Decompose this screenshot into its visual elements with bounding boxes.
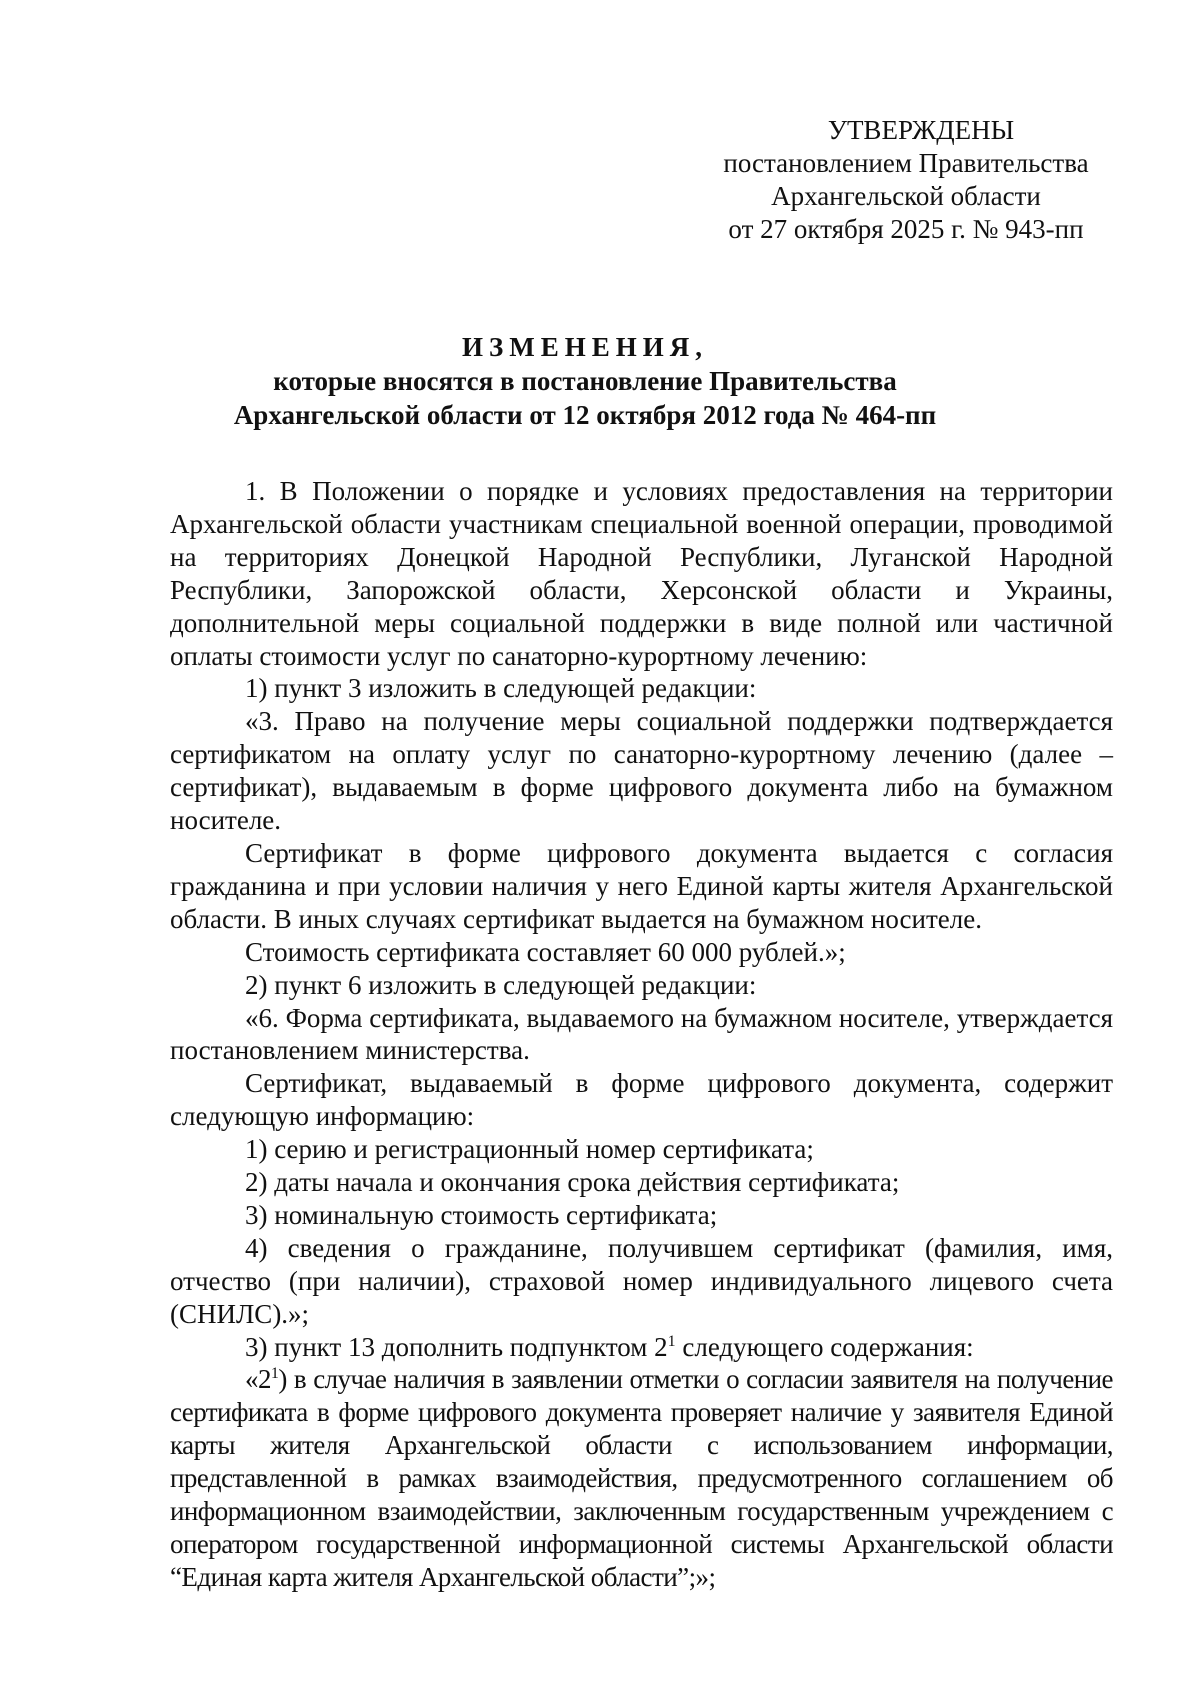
paragraph-13-text-a: 3) пункт 13 дополнить подпунктом 2 [245, 1331, 668, 1362]
approval-line-1: постановлением Правительства [723, 148, 1089, 178]
approval-line-2: Архангельской области [771, 181, 1041, 211]
paragraph-4: Сертификат в форме цифрового документа выдается с согласия гражданина и при условии наличия у него Единой карты жителя Архангельской области. В иных случаях сертификат выдается на бумажном носителе. [170, 837, 1113, 934]
paragraph-14-text-b: ) в случае наличия в заявлении отметки о согласии заявителя на получение сертификата в форме цифрового документа проверяет наличие у заявителя Единой карты жителя Архангельской области с использованием информации, представленной в рамках взаимодействия, предусмотренного соглашением об информационном взаимодействии, заключенным государственным учреждением с оператором государственной информационной системы Архангельской области “Единая карта жителя Архангельской области”;»; [170, 1364, 1113, 1592]
heading-title: ИЗМЕНЕНИЯ, [461, 332, 708, 362]
paragraph-13-superscript: 1 [667, 1332, 676, 1350]
paragraph-11: 3) номинальную стоимость сертификата; [245, 1199, 718, 1230]
approval-line-3: от 27 октября 2025 г. № 943-пп [728, 214, 1084, 244]
paragraph-9: 1) серию и регистрационный номер сертификата; [245, 1134, 814, 1165]
paragraph-5: Стоимость сертификата составляет 60 000 рублей.»; [245, 936, 846, 967]
paragraph-13 [170, 1331, 1113, 1364]
paragraph-7: «6. Форма сертификата, выдаваемого на бумажном носителе, утверждается постановлением министерства. [170, 1002, 1113, 1066]
approval-stamp [700, 114, 1112, 246]
paragraph-13-text-b: следующего содержания: [675, 1331, 974, 1362]
paragraph-3: «3. Право на получение меры социальной поддержки подтверждается сертификатом на оплату услуг по санаторно-курортному лечению (далее – сертификат), выдаваемым в форме цифрового документа либо на бумажном носителе. [170, 706, 1113, 836]
document-heading [150, 330, 1020, 432]
paragraph-12: 4) сведения о гражданине, получившем сертификат (фамилия, имя, отчество (при наличии), страховой номер индивидуального лицевого счета (СНИЛС).»; [170, 1232, 1113, 1329]
approval-title: УТВЕРЖДЕНЫ [827, 115, 1015, 145]
paragraph-8: Сертификат, выдаваемый в форме цифрового документа, содержит следующую информацию: [170, 1068, 1113, 1132]
paragraph-14-text-a: «2 [245, 1364, 271, 1395]
paragraph-14-superscript: 1 [270, 1365, 279, 1383]
paragraph-14 [170, 1363, 1113, 1593]
paragraph-1: 1. В Положении о порядке и условиях предоставления на территории Архангельской области участникам специальной военной операции, проводимой на территориях Донецкой Народной Республики, Луганской Народной Республики, Запорожской области, Херсонской области и Украины, дополнительной меры социальной поддержки в виде полной или частичной оплаты стоимости услуг по санаторно-курортному лечению: [170, 476, 1113, 671]
paragraph-10: 2) даты начала и окончания срока действия сертификата; [245, 1167, 900, 1198]
heading-line-2: Архангельской области от 12 октября 2012 года № 464-пп [233, 400, 937, 430]
paragraph-2: 1) пункт 3 изложить в следующей редакции: [245, 673, 757, 704]
document-body [170, 475, 1113, 1594]
paragraph-6: 2) пункт 6 изложить в следующей редакции: [245, 969, 757, 1000]
heading-line-1: которые вносятся в постановление Правительства [273, 366, 897, 396]
